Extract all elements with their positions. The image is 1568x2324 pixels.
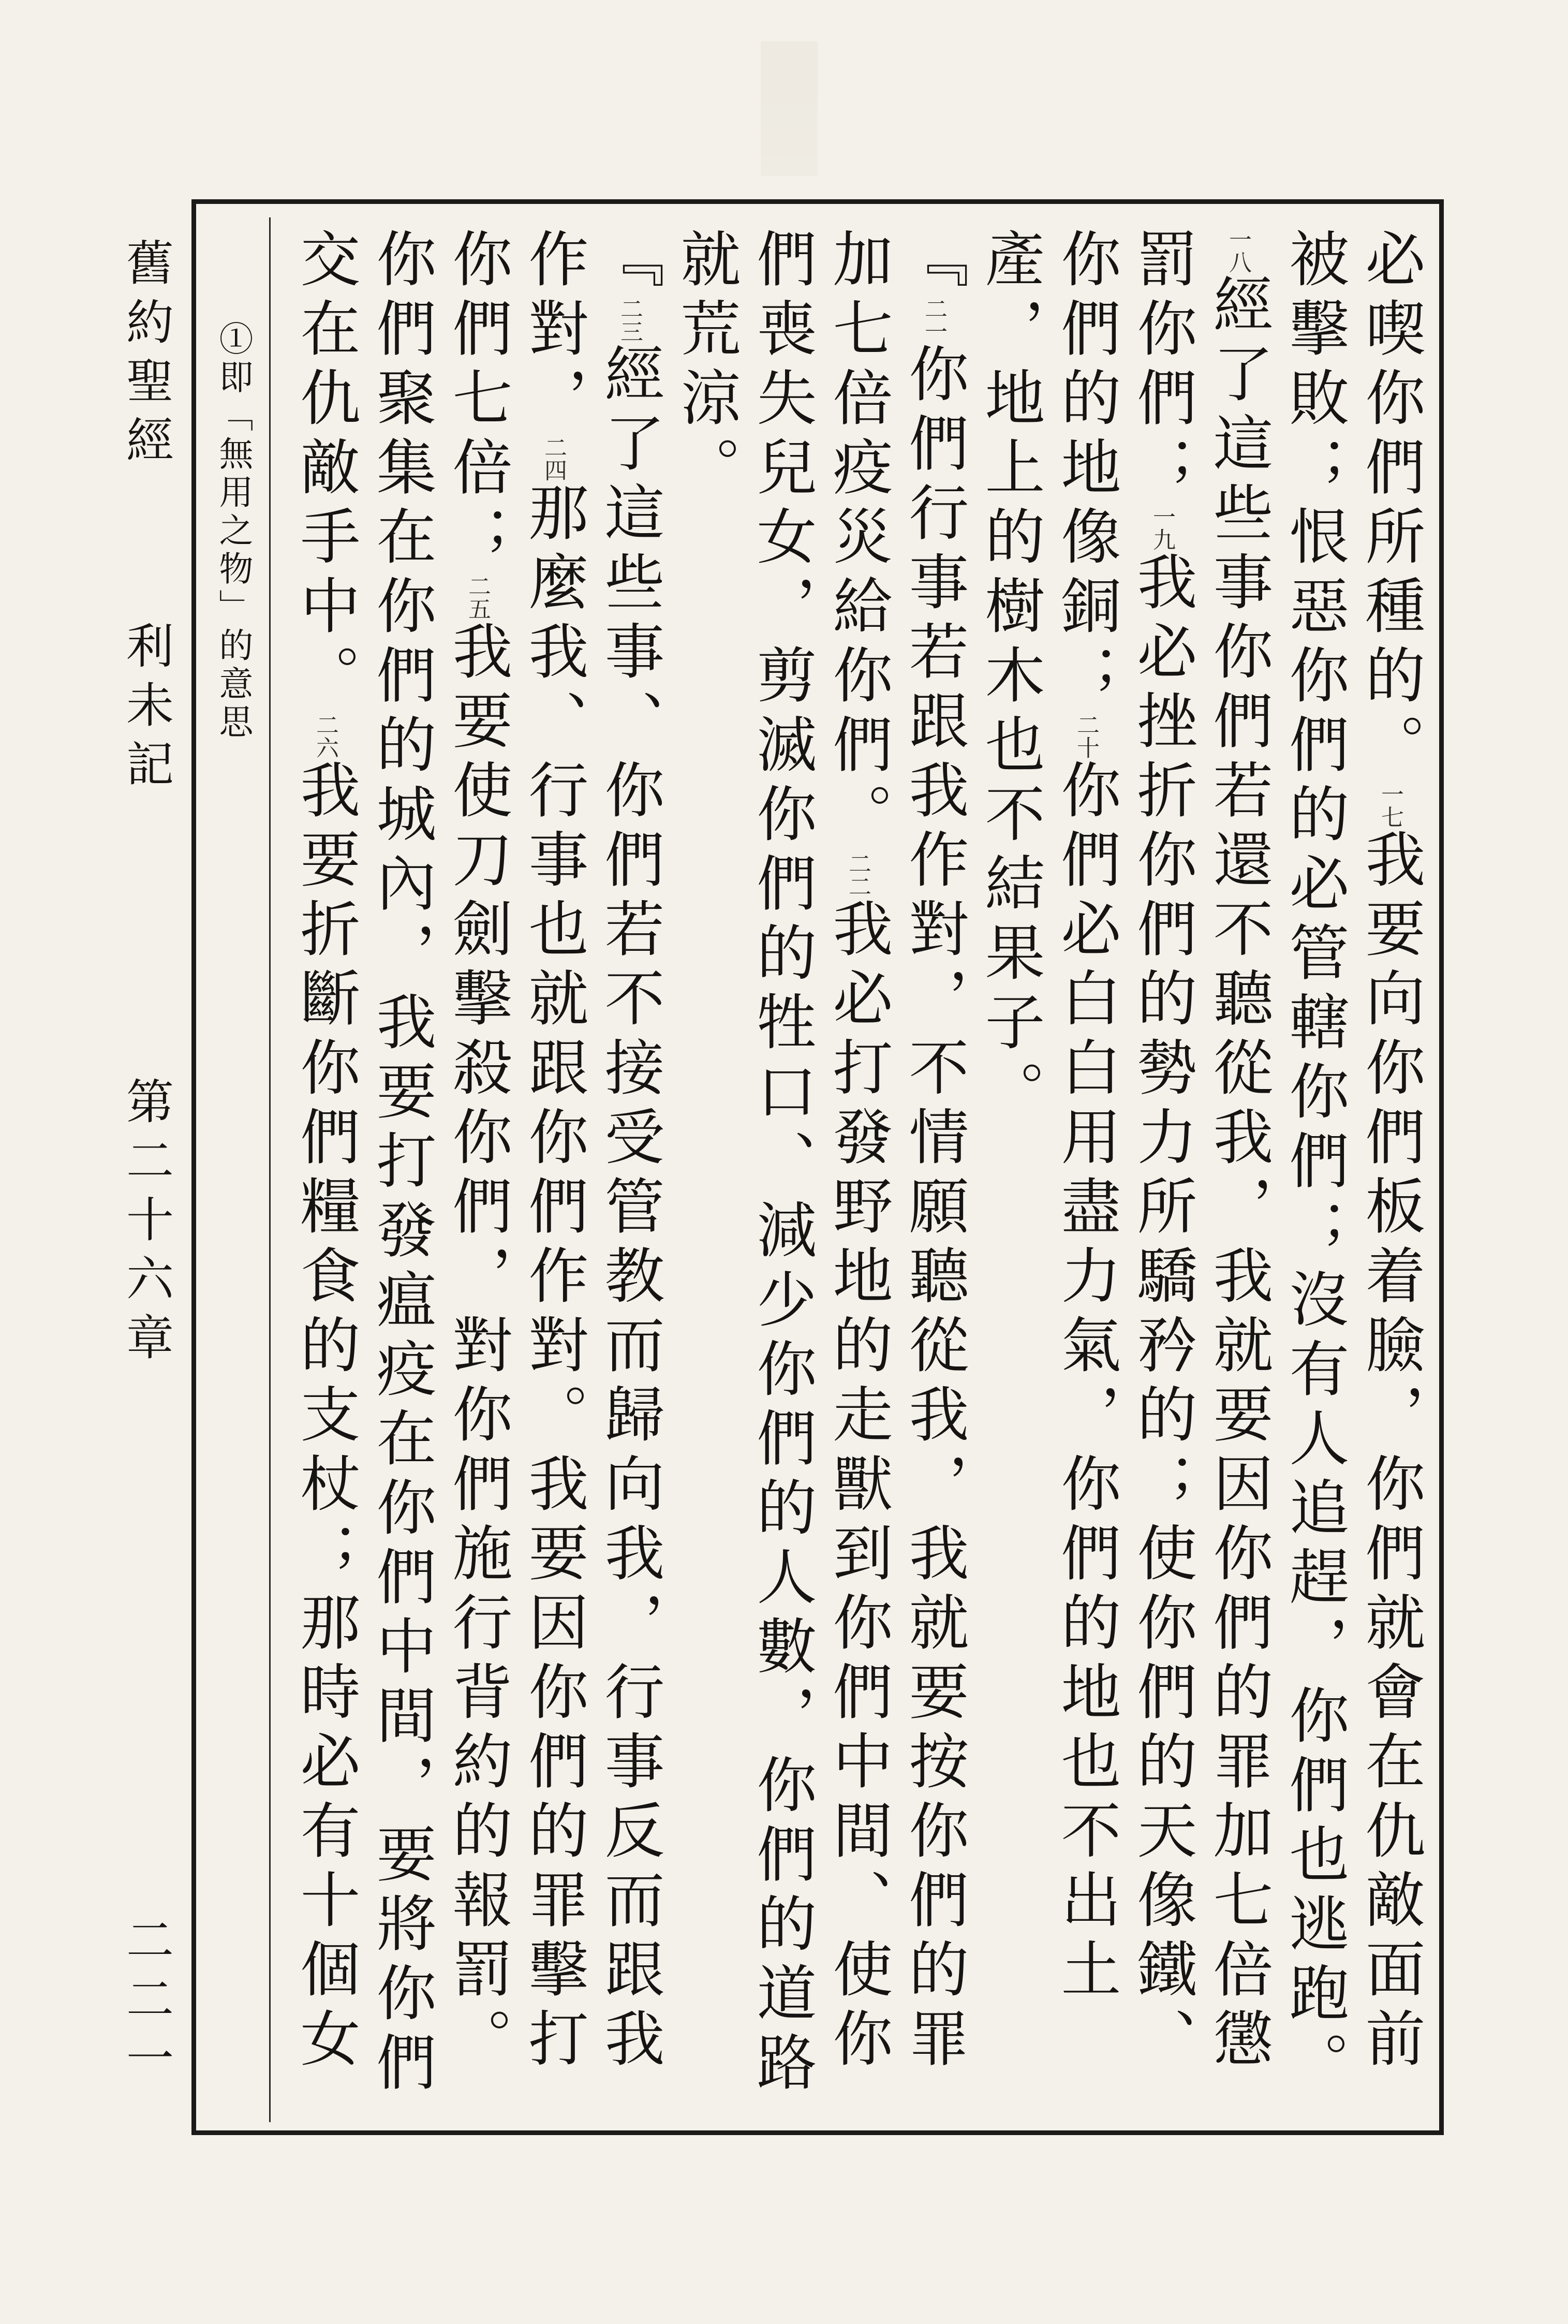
verse-number: 二二 <box>845 852 871 898</box>
verse-text: 你們行事若跟我作對，不情願聽從我，我就要按你們的罪加七倍疫災給你們。 <box>823 228 969 2077</box>
verse-text: 我要向你們板着臉，你們就會在仇敵面前被擊敗；恨惡你們的必管轄你們；沒有人追趕，你們也逃跑。 <box>1279 228 1425 2100</box>
page-smudge <box>761 41 818 176</box>
verse-text: 『 <box>595 228 664 297</box>
paragraph <box>972 228 1428 2112</box>
book-title: 舊約聖經 <box>119 238 174 474</box>
section-title: 利未記 <box>119 621 174 798</box>
verse-number: 二四 <box>540 436 567 481</box>
verse-text: 你們必白白用盡力氣，你們的地也不出土產，地上的樹木也不結果子。 <box>975 228 1121 2007</box>
footnote: ①即「無用之物」的意思 <box>213 321 253 742</box>
verse-number: 二十 <box>1073 713 1099 759</box>
verse-text: 我必打發野地的走獸到你們中間、使你們喪失兒女，剪滅你們的牲口、減少你們的人數，你們的道路就荒涼。 <box>671 228 893 2100</box>
verse-number: 一九 <box>1149 505 1175 551</box>
verse-number: 二一 <box>921 297 947 343</box>
verse-text: 我必挫折你們的勢力所驕矜的；使你們的天像鐵、你們的地像銅； <box>1051 228 1197 2077</box>
verse-text: 經了這些事、你們若不接受管教而歸向我，行事反而跟我作對， <box>519 228 664 2077</box>
verse-text: 經了這些事你們若還不聽從我，我就要因你們的罪加七倍懲罰你們； <box>1127 228 1273 2077</box>
verse-text: 那麼我、行事也就跟你們作對。我要因你們的罪擊打你們七倍； <box>442 228 588 2077</box>
scripture-body <box>287 228 1428 2112</box>
verse-number: 一七 <box>1377 783 1403 828</box>
verse-text: 我要使刀劍擊殺你們，對你們施行背約的報罰。你們聚集在你們的城內，我要打發瘟疫在你們中間，要將你們交在仇敵手中。 <box>290 228 512 2100</box>
page-number: 二二一 <box>119 1915 174 2092</box>
verse-number: 一八 <box>1225 228 1251 273</box>
verse-number: 二三 <box>616 297 643 343</box>
paragraph <box>668 228 972 2112</box>
running-header <box>115 238 177 2236</box>
verse-text: 必喫你們所種的。 <box>1355 228 1425 783</box>
verse-number: 二六 <box>312 713 338 759</box>
chapter-label: 第二十六章 <box>119 1077 174 1372</box>
footnote-divider <box>269 217 271 2122</box>
verse-text: 『 <box>899 228 969 297</box>
paragraph <box>287 228 668 2112</box>
verse-text: 我要折斷你們糧食的支杖；那時必有十個女 <box>290 759 360 2077</box>
verse-number: 二五 <box>464 575 491 620</box>
